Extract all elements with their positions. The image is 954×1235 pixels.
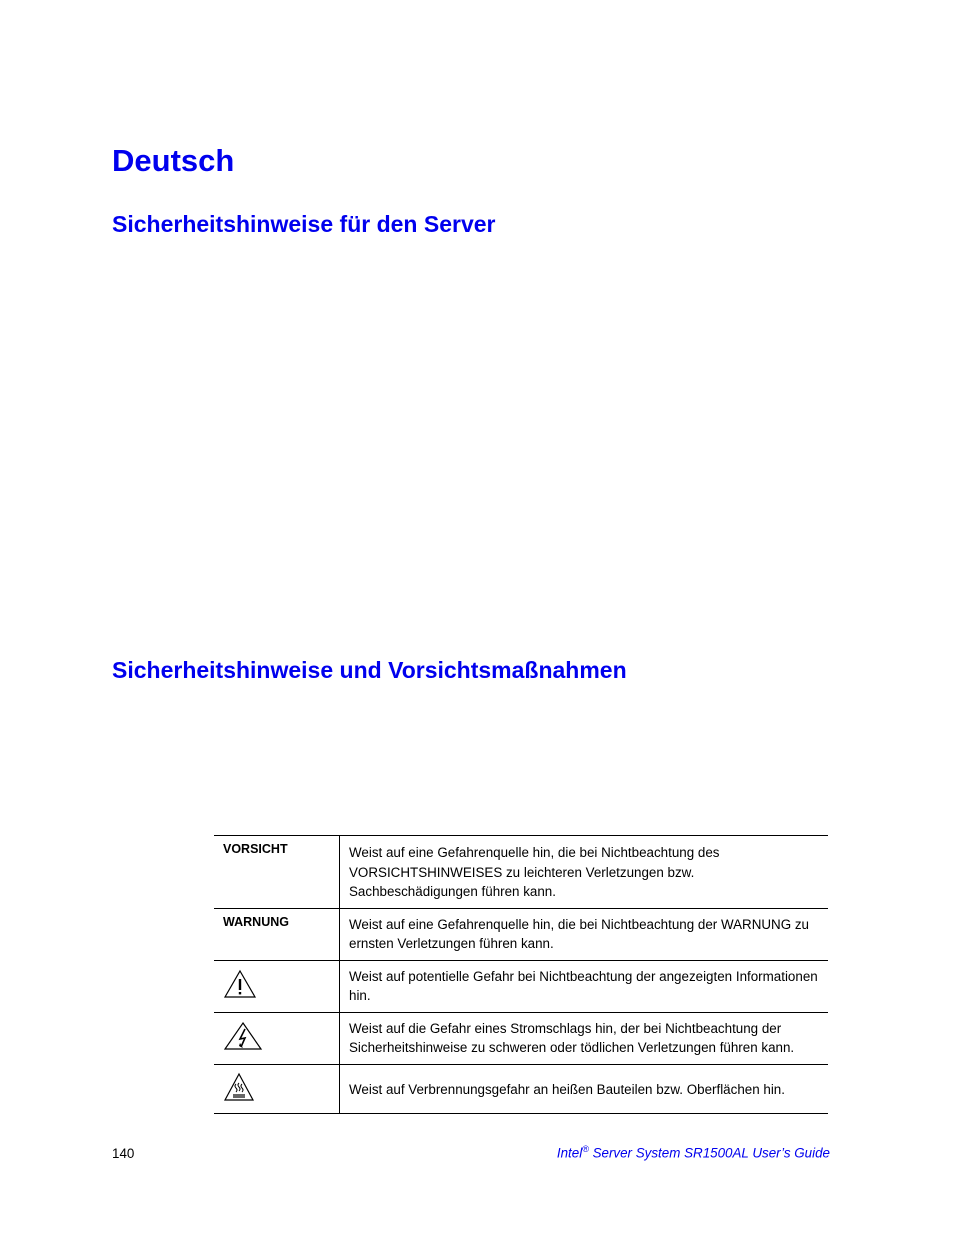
page-number: 140 [112, 1146, 135, 1161]
term-cell [214, 1064, 340, 1114]
warning-triangle-icon [223, 969, 257, 999]
description-cell: Weist auf eine Gefahrenquelle hin, die bei Nichtbeachtung der WARNUNG zu ernsten Verletzungen führen kann. [340, 908, 829, 960]
table-row [214, 836, 828, 909]
term-cell [214, 1012, 340, 1064]
page-heading: Deutsch [112, 143, 235, 178]
hot-surface-icon [223, 1072, 255, 1102]
table-row [214, 1012, 828, 1064]
term-cell [214, 908, 340, 960]
section-title-server-safety: Sicherheitshinweise für den Server [112, 211, 496, 237]
term-label-caution: VORSICHT [223, 842, 288, 856]
table-row [214, 960, 828, 1012]
description-cell: Weist auf Verbrennungsgefahr an heißen Bauteilen bzw. Oberflächen hin. [340, 1064, 829, 1114]
registered-mark: ® [582, 1144, 589, 1154]
table-row [214, 1064, 828, 1114]
section-title-safety-precautions: Sicherheitshinweise und Vorsichtsmaßnahmen [112, 657, 627, 683]
description-cell: Weist auf potentielle Gefahr bei Nichtbeachtung der angezeigten Informationen hin. [340, 960, 829, 1012]
safety-legend-table [214, 835, 828, 1114]
term-cell [214, 836, 340, 909]
table-row [214, 908, 828, 960]
footer-guide-title [557, 1144, 830, 1160]
term-cell [214, 960, 340, 1012]
footer-guide-name: Server System SR1500AL User’s Guide [588, 1145, 830, 1161]
description-cell: Weist auf die Gefahr eines Stromschlags hin, der bei Nichtbeachtung der Sicherheitshinweise zu schweren oder tödlichen Verletzungen führen kann. [340, 1012, 829, 1064]
term-label-warning: WARNUNG [223, 914, 289, 929]
electric-shock-icon [223, 1021, 263, 1051]
description-cell: Weist auf eine Gefahrenquelle hin, die bei Nichtbeachtung des VORSICHTSHINWEISES zu leichteren Verletzungen bzw. Sachbeschädigungen führen kann. [340, 836, 829, 909]
footer-brand: Intel [556, 1145, 583, 1161]
